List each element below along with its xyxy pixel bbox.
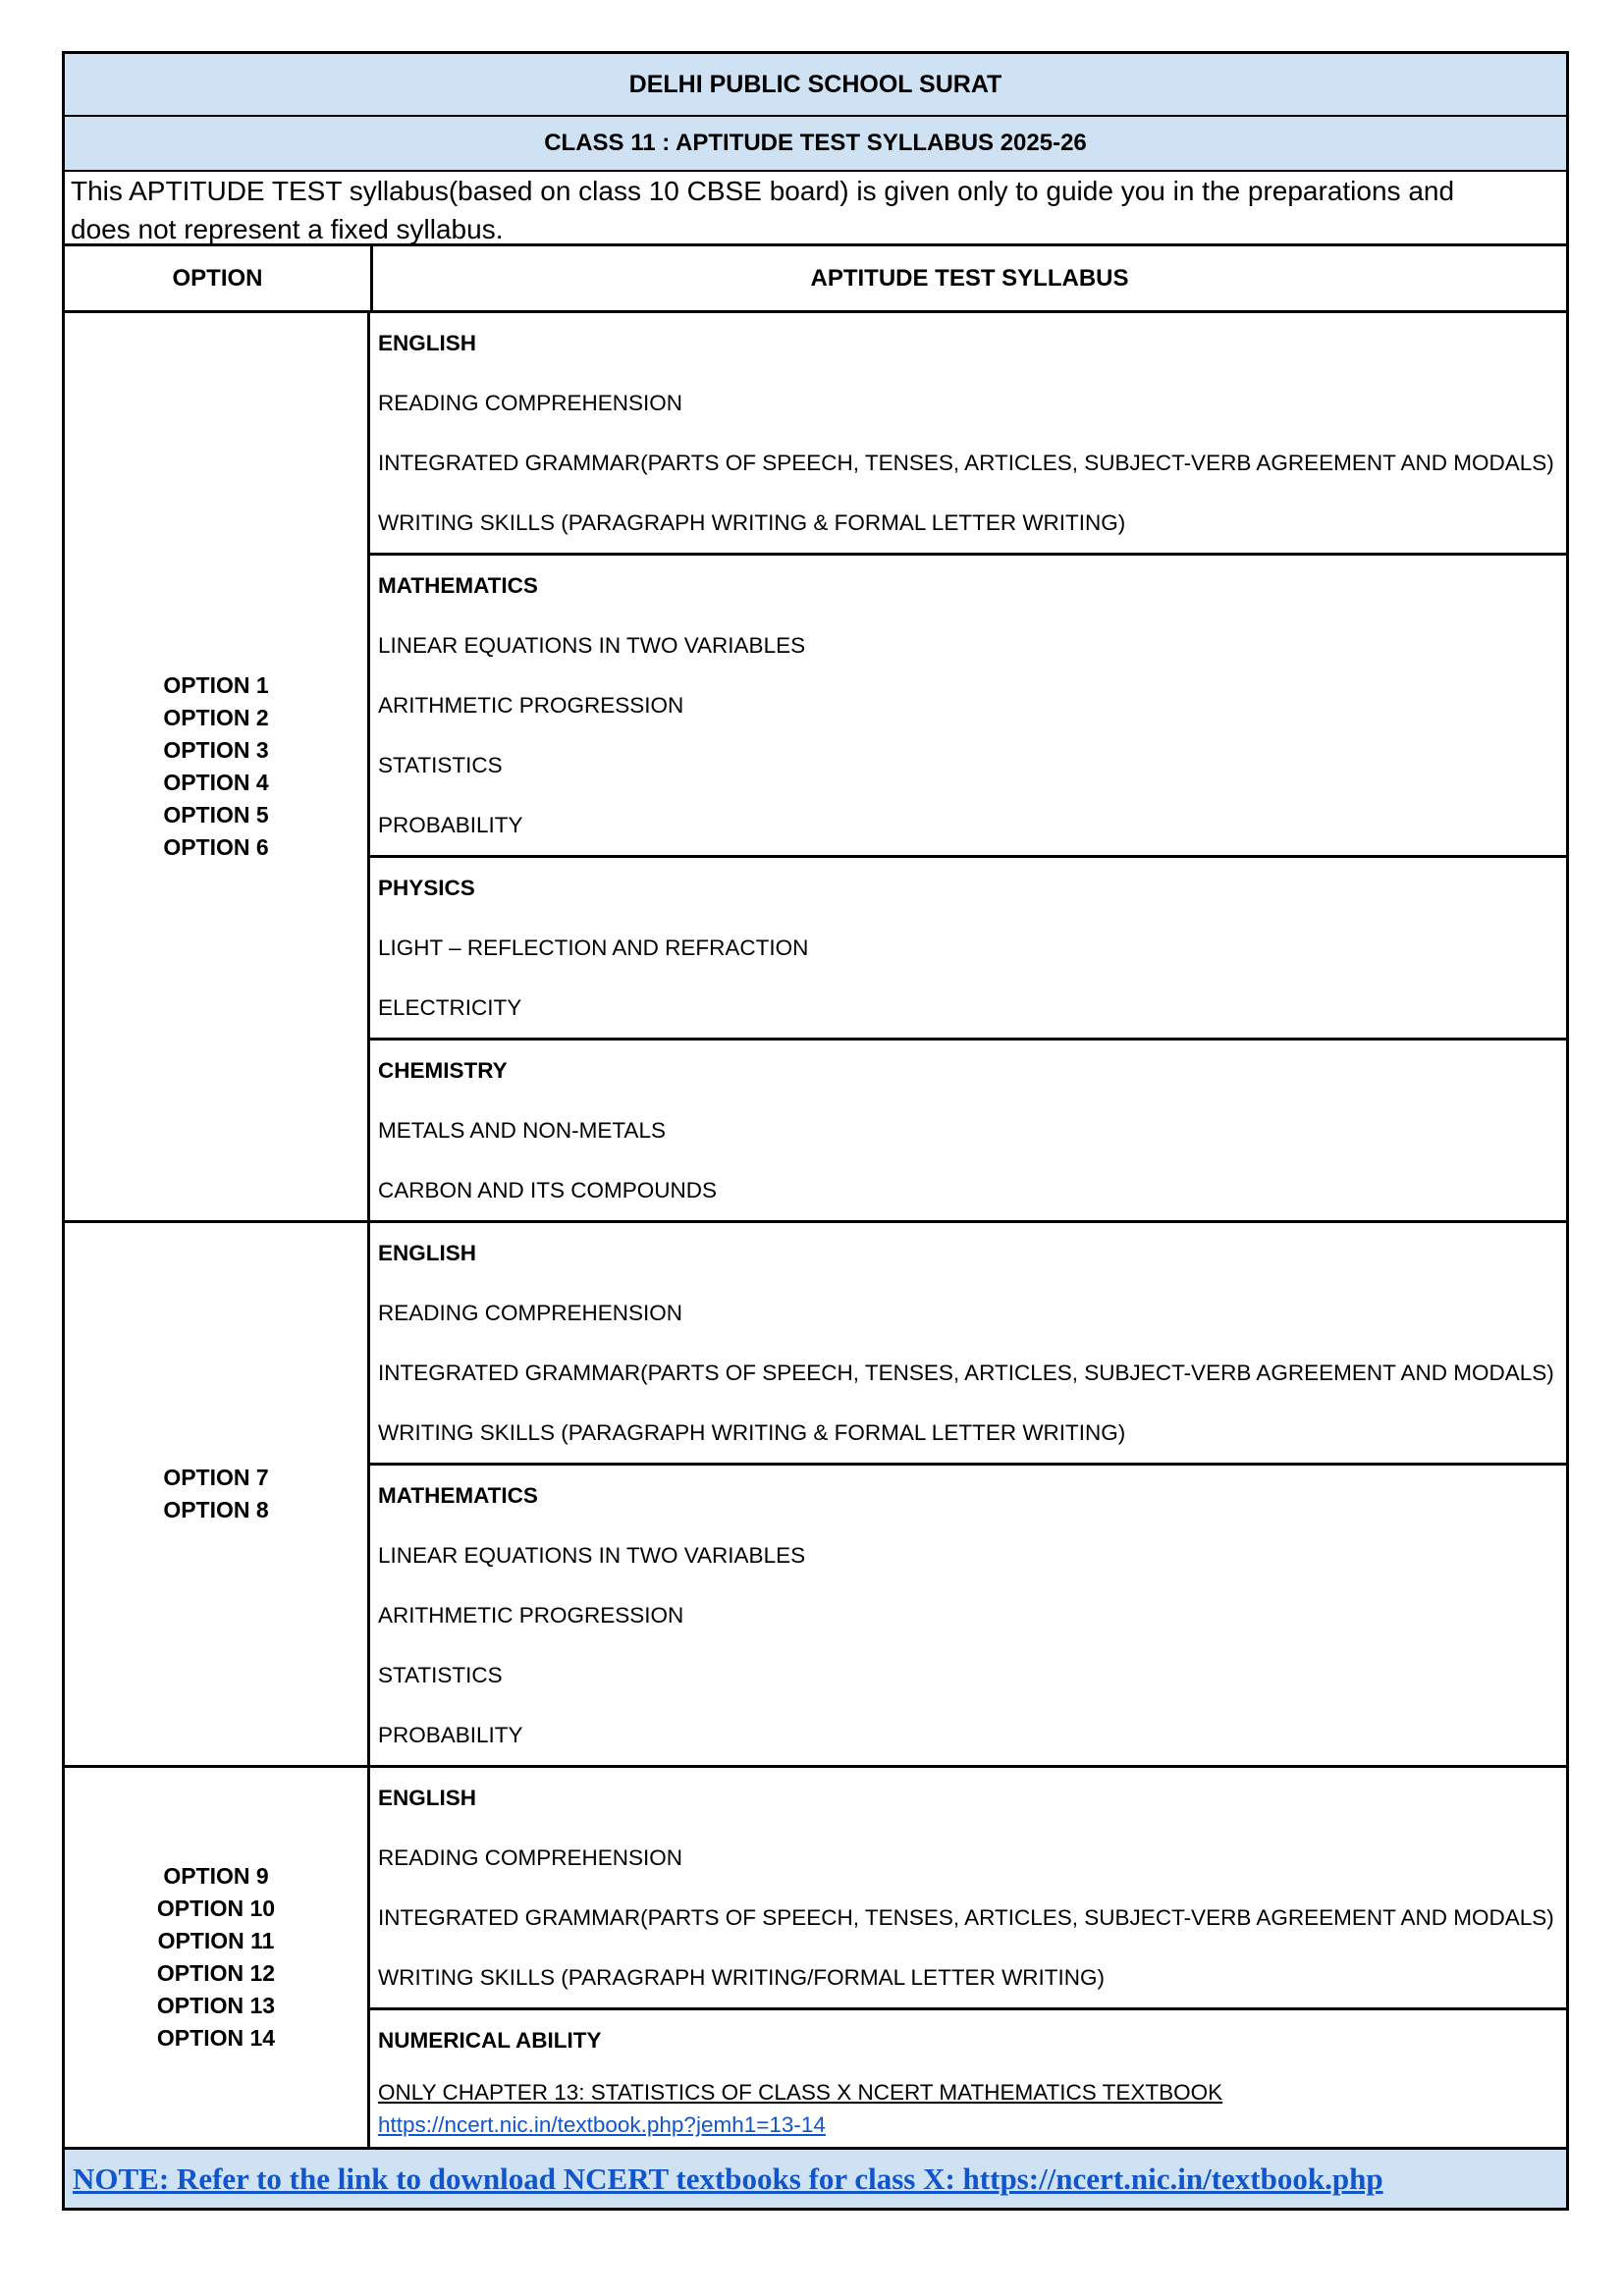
intro-paragraph [65,172,1566,246]
ncert-note-link[interactable]: NOTE: Refer to the link to download NCERT textbooks for class X: https://ncert.nic.in/textbook.php [65,2150,1566,2208]
subject-block [370,2010,1566,2147]
subject-block [370,1466,1566,1765]
option-label: OPTION 1 [163,672,269,698]
topic-item: READING COMPREHENSION [378,390,683,415]
ncert-chapter-link[interactable]: https://ncert.nic.in/textbook.php?jemh1=13-14 [378,2112,826,2137]
intro-line-2: does not represent a fixed syllabus. [71,214,504,244]
subject-heading: ENGLISH [378,1785,477,1810]
topic-item: METALS AND NON-METALS [378,1117,666,1143]
topic-item: WRITING SKILLS (PARAGRAPH WRITING & FORMAL LETTER WRITING) [378,1419,1126,1445]
topic-item: ARITHMETIC PROGRESSION [378,692,684,718]
option-label: OPTION 10 [156,1896,276,1921]
option-label: OPTION 2 [163,705,269,730]
topic-item: LIGHT – REFLECTION AND REFRACTION [378,934,809,960]
subject-block [370,556,1566,858]
school-name: DELHI PUBLIC SCHOOL SURAT [65,54,1566,117]
option-label: OPTION 3 [163,737,269,763]
topic-item: ELECTRICITY [378,994,522,1020]
subject-block [370,313,1566,556]
option-label: OPTION 9 [163,1863,269,1889]
option-label: OPTION 6 [163,834,269,860]
intro-line-1: This APTITUDE TEST syllabus(based on class 10 CBSE board) is given only to guide you in the preparations and [71,176,1455,206]
topic-item: ONLY CHAPTER 13: STATISTICS OF CLASS X NCERT MATHEMATICS TEXTBOOK [378,2080,1223,2105]
subject-list [370,313,1566,1220]
option-label: OPTION 13 [156,1993,276,2018]
subject-list [370,1768,1566,2147]
syllabus-table-body [65,313,1566,2150]
topic-item: STATISTICS [378,752,503,777]
topic-item: LINEAR EQUATIONS IN TWO VARIABLES [378,632,806,658]
topic-item: READING COMPREHENSION [378,1300,683,1325]
option-label: OPTION 5 [163,802,269,828]
class-title: CLASS 11 : APTITUDE TEST SYLLABUS 2025-26 [65,117,1566,172]
topic-item: PROBABILITY [378,812,523,837]
subject-block [370,1223,1566,1466]
option-label: OPTION 14 [156,2025,276,2051]
subject-heading: PHYSICS [378,875,475,900]
topic-item: WRITING SKILLS (PARAGRAPH WRITING/FORMAL LETTER WRITING) [378,1964,1106,1990]
syllabus-document [62,51,1569,2211]
subject-heading: MATHEMATICS [378,1482,538,1508]
option-group [65,1223,1566,1768]
topic-item: LINEAR EQUATIONS IN TWO VARIABLES [378,1542,806,1568]
topic-item: WRITING SKILLS (PARAGRAPH WRITING & FORMAL LETTER WRITING) [378,509,1126,535]
topic-item: PROBABILITY [378,1722,523,1747]
subject-heading: MATHEMATICS [378,572,538,598]
option-list [65,1768,370,2147]
option-list [65,313,370,1220]
option-list [65,1223,370,1765]
option-column-header: OPTION [65,246,373,310]
subject-heading: CHEMISTRY [378,1057,508,1083]
syllabus-column-header: APTITUDE TEST SYLLABUS [810,264,1129,292]
subject-block [370,1768,1566,2010]
topic-item: STATISTICS [378,1662,503,1687]
subject-block [370,1041,1566,1220]
subject-heading: ENGLISH [378,330,477,355]
option-label: OPTION 8 [163,1497,269,1522]
option-label: OPTION 11 [157,1928,275,1953]
topic-item: CARBON AND ITS COMPOUNDS [378,1177,718,1202]
topic-item: READING COMPREHENSION [378,1844,683,1870]
topic-item: INTEGRATED GRAMMAR(PARTS OF SPEECH, TENSES, ARTICLES, SUBJECT-VERB AGREEMENT AND MODALS) [378,450,1554,475]
option-label: OPTION 7 [163,1465,269,1490]
topic-item: INTEGRATED GRAMMAR(PARTS OF SPEECH, TENSES, ARTICLES, SUBJECT-VERB AGREEMENT AND MODALS) [378,1904,1554,1930]
option-label: OPTION 4 [163,770,269,795]
subject-heading: ENGLISH [378,1240,477,1265]
table-header-row [65,246,1566,313]
option-label: OPTION 12 [156,1960,276,1986]
topic-item: INTEGRATED GRAMMAR(PARTS OF SPEECH, TENSES, ARTICLES, SUBJECT-VERB AGREEMENT AND MODALS) [378,1360,1554,1385]
subject-block [370,858,1566,1041]
subject-heading: NUMERICAL ABILITY [378,2027,602,2053]
option-group [65,313,1566,1223]
topic-item: ARITHMETIC PROGRESSION [378,1602,684,1628]
option-group [65,1768,1566,2150]
subject-list [370,1223,1566,1765]
